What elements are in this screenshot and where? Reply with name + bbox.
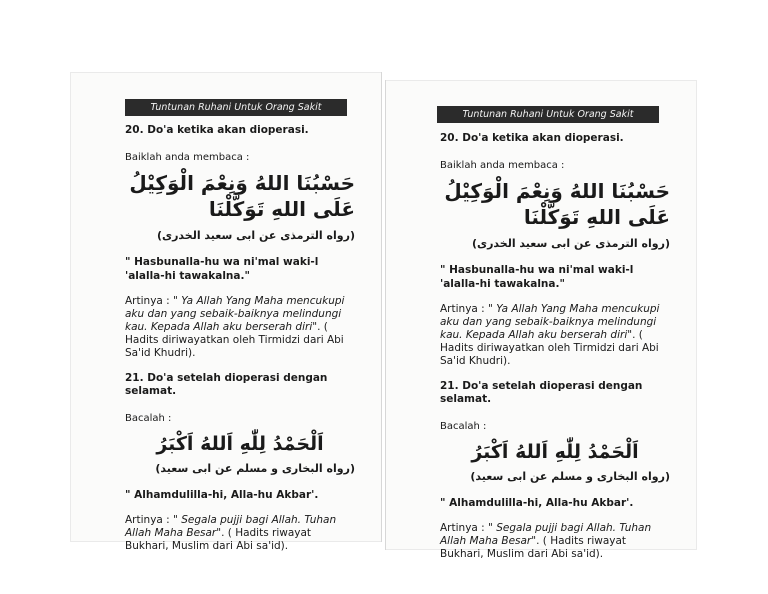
section-21-title: 21. Do'a setelah dioperasi dengan selamat. [125,372,328,397]
page-left [70,72,382,552]
section-21-source: (رواه البخارى و مسلم عن ابى سعيد) [155,462,355,475]
section-20-arabic: حَسْبُنَا اللهُ وَنِعْمَ الْوَكِيْلُ عَلَى اللهِ تَوَكَّلْنَا [129,171,355,221]
page-content [125,124,355,565]
translation-label: Artinya : " [440,522,493,534]
translation-label: Artinya : " [125,514,178,526]
translation-label: Artinya : " [440,303,493,315]
translation-tail: ". ( Hadits riwayat Bukhari, Muslim dari Abi sa'id). [440,535,627,560]
section-20-source: (رواه الترمذى عن ابى سعيد الخدرى) [471,237,670,250]
page-header: Tuntunan Ruhani Untuk Orang Sakit [125,99,347,116]
translation-italic: Ya Allah Yang Maha mencukupi aku dan yang sebaik-baiknya melindungi kau. Kepada Allah aku berserah diri [440,303,660,341]
translation-tail: ". ( Hadits diriwayatkan oleh Tirmidzi dari Abi Sa'id Khudri). [125,321,344,359]
translation-italic: Segala pujji bagi Allah. Tuhan Allah Maha Besar [125,514,337,539]
section-21-arabic: اَلْحَمْدُ لِلّٰهِ اَللهُ اَكْبَرُ [471,441,639,463]
page-edge [385,80,386,550]
section-21-arabic: اَلْحَمْدُ لِلّٰهِ اَللهُ اَكْبَرُ [156,433,324,455]
translation-tail: ". ( Hadits diriwayatkan oleh Tirmidzi dari Abi Sa'id Khudri). [440,329,659,367]
section-21-source: (رواه البخارى و مسلم عن ابى سعيد) [470,470,670,483]
page-right [385,80,697,560]
section-20-lead: Baiklah anda membaca : [440,160,565,171]
section-20-translit: " Hasbunalla-hu wa ni'mal waki-l 'alalla-hi tawakalna." [440,264,634,290]
section-21-title: 21. Do'a setelah dioperasi dengan selamat. [440,380,643,405]
section-21-translation [440,522,670,561]
section-20-title: 20. Do'a ketika akan dioperasi. [440,132,624,144]
section-20-title: 20. Do'a ketika akan dioperasi. [125,124,309,136]
section-20-translit: " Hasbunalla-hu wa ni'mal waki-l 'alalla-hi tawakalna." [125,256,319,282]
translation-tail: ". ( Hadits riwayat Bukhari, Muslim dari Abi sa'id). [125,527,312,552]
section-20-lead: Baiklah anda membaca : [125,152,250,163]
section-21-translit: " Alhamdulilla-hi, Alla-hu Akbar'. [125,489,319,501]
section-21-translation [125,514,355,553]
section-20-source: (رواه الترمذى عن ابى سعيد الخدرى) [156,229,355,242]
page-header: Tuntunan Ruhani Untuk Orang Sakit [437,106,659,123]
section-20-arabic: حَسْبُنَا اللهُ وَنِعْمَ الْوَكِيْلُ عَلَى اللهِ تَوَكَّلْنَا [444,179,670,229]
section-21-lead: Bacalah : [440,421,487,432]
translation-italic: Ya Allah Yang Maha mencukupi aku dan yang sebaik-baiknya melindungi kau. Kepada Allah aku berserah diri [125,295,345,333]
page-content [440,132,670,573]
section-21-lead: Bacalah : [125,413,172,424]
translation-label: Artinya : " [125,295,178,307]
section-21-translit: " Alhamdulilla-hi, Alla-hu Akbar'. [440,497,634,509]
translation-italic: Segala pujji bagi Allah. Tuhan Allah Maha Besar [440,522,652,547]
section-20-translation [440,303,670,368]
page-edge [381,72,382,542]
section-20-translation [125,295,355,360]
